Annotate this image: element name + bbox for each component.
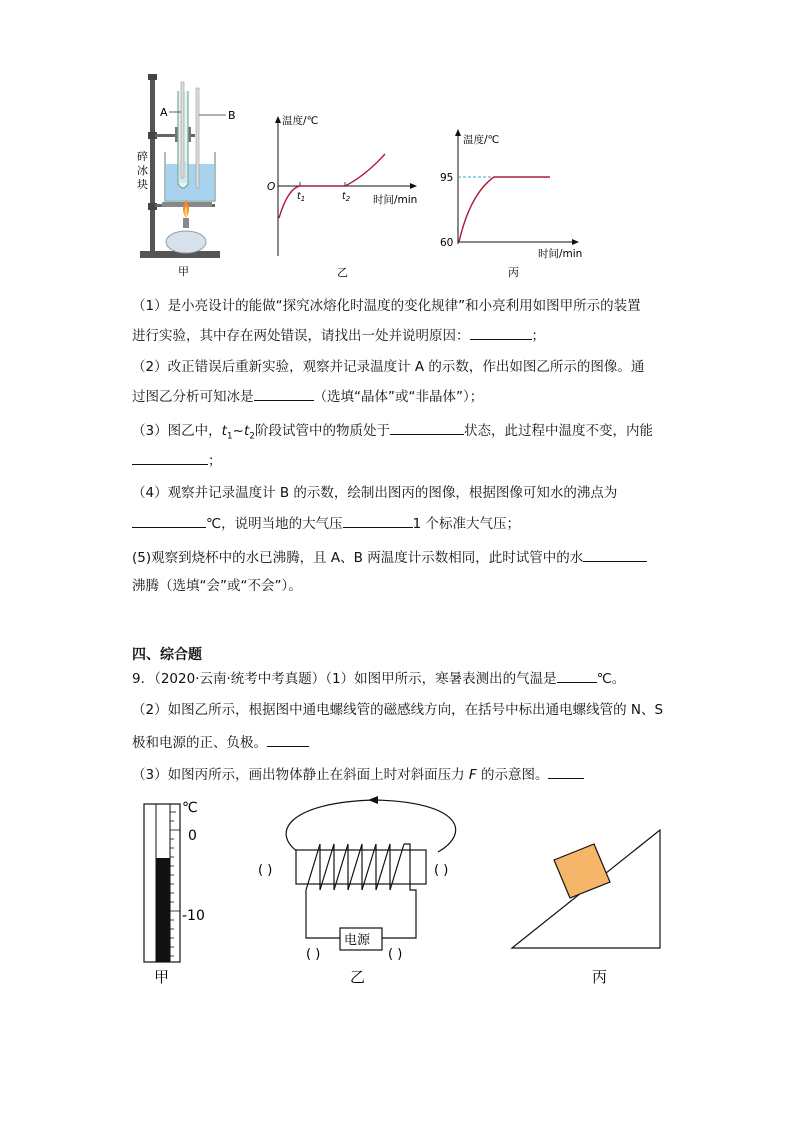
answer-blank[interactable] [390, 420, 464, 435]
q5-line1: (5)观察到烧杯中的水已沸腾，且 A、B 两温度计示数相同，此时试管中的水 [132, 547, 647, 568]
svg-text:甲: 甲 [154, 968, 170, 986]
solenoid-core [296, 850, 426, 884]
svg-text:乙: 乙 [350, 968, 366, 986]
svg-text:95: 95 [440, 172, 454, 184]
thermometer-liquid [156, 858, 170, 962]
thermometer-B [196, 88, 199, 188]
answer-blank[interactable] [583, 547, 647, 562]
alcohol-lamp [166, 231, 206, 253]
stand-rod [150, 74, 155, 254]
thermometer-A [181, 82, 184, 178]
svg-text:60: 60 [440, 237, 454, 249]
graph-bing [440, 129, 582, 279]
solenoid-figure [258, 796, 456, 986]
svg-text:t2: $t_2$ [342, 191, 351, 203]
q9-line1: 9．（2020·云南·统考中考真题）（1）如图甲所示，寒暑表测出的气温是 ℃。 [132, 668, 625, 689]
q5-line2: 沸腾（选填“会”或“不会”）。 [132, 578, 302, 594]
paren-power-right[interactable]: ( ) [388, 947, 403, 962]
svg-text:电源: 电源 [344, 933, 371, 948]
q2-line2: 过图乙分析可知冰是 （选填“晶体”或“非晶体”）； [132, 386, 483, 407]
svg-text:乙: 乙 [337, 266, 348, 279]
q2-line1: （2）改正错误后重新实验，观察并记录温度计 A 的示数，作出如图乙所示的图像。通 [132, 359, 645, 375]
svg-text:时间/min: 时间/min [538, 248, 583, 260]
answer-blank[interactable] [254, 386, 314, 401]
answer-blank[interactable] [470, 325, 532, 340]
svg-text:时间/min: 时间/min [373, 194, 418, 206]
answer-blank[interactable] [132, 450, 208, 465]
q4-line2: ℃，说明当地的大气压 1 个标准大气压； [132, 513, 520, 534]
answer-blank[interactable] [132, 513, 206, 528]
svg-text:丙: 丙 [508, 266, 519, 279]
answer-blank[interactable] [548, 764, 584, 779]
q9-line3: 极和电源的正、负极。 [132, 732, 309, 753]
svg-text:B: B [228, 109, 236, 122]
svg-text:碎: 碎 [137, 150, 148, 163]
svg-text:A: A [160, 106, 168, 119]
q1-line2: 进行实验，其中存在两处错误，请找出一处并说明原因： ； [132, 325, 545, 346]
q3-line1: （3）图乙中，$t_1\sim t_2$阶段试管中的物质处于 状态，此过程中温度不变，内能 [132, 420, 653, 447]
boiling-curve [459, 177, 550, 242]
q3-line2: ； [132, 450, 222, 471]
answer-blank[interactable] [343, 513, 413, 528]
svg-text:0: 0 [188, 828, 197, 844]
svg-text:℃: ℃ [182, 800, 198, 816]
q9-line4: （3）如图丙所示，画出物体静止在斜面上时对斜面压力 F 的示意图。 [132, 764, 584, 785]
answer-blank[interactable] [267, 732, 309, 747]
svg-text:丙: 丙 [592, 968, 608, 986]
q1-line1: （1）是小亮设计的能做“探究冰熔化时温度的变化规律”和小亮利用如图甲所示的装置 [132, 298, 641, 314]
svg-text:甲: 甲 [178, 265, 189, 278]
graph-yi [267, 114, 417, 279]
magnetic-field-line [286, 800, 456, 852]
answer-blank[interactable] [557, 668, 597, 683]
section-heading: 四、综合题 [132, 647, 202, 663]
paren-right-pole[interactable]: ( ) [434, 863, 449, 878]
field-direction-arrow [368, 796, 378, 804]
apparatus-figure [137, 74, 236, 278]
bottom-figures [120, 792, 680, 992]
svg-text:温度/℃: 温度/℃ [463, 134, 500, 146]
svg-text:冰: 冰 [137, 164, 148, 177]
q4-line1: （4）观察并记录温度计 B 的示数，绘制出图丙的图像，根据图像可知水的沸点为 [132, 485, 618, 501]
incline-figure [512, 830, 660, 986]
svg-text:O: O [267, 181, 276, 193]
paren-power-left[interactable]: ( ) [306, 947, 321, 962]
svg-text:-10: -10 [182, 908, 205, 924]
svg-text:块: 块 [137, 178, 148, 191]
svg-text:温度/℃: 温度/℃ [282, 115, 319, 127]
top-figures [130, 66, 590, 286]
beaker-water [166, 164, 214, 200]
svg-text:t1: $t_1$ [297, 191, 306, 203]
q9-line2: （2）如图乙所示，根据图中通电螺线管的磁感线方向，在括号中标出通电螺线管的 N、S [132, 702, 664, 718]
thermometer-figure [144, 800, 205, 986]
paren-left-pole[interactable]: ( ) [258, 863, 273, 878]
